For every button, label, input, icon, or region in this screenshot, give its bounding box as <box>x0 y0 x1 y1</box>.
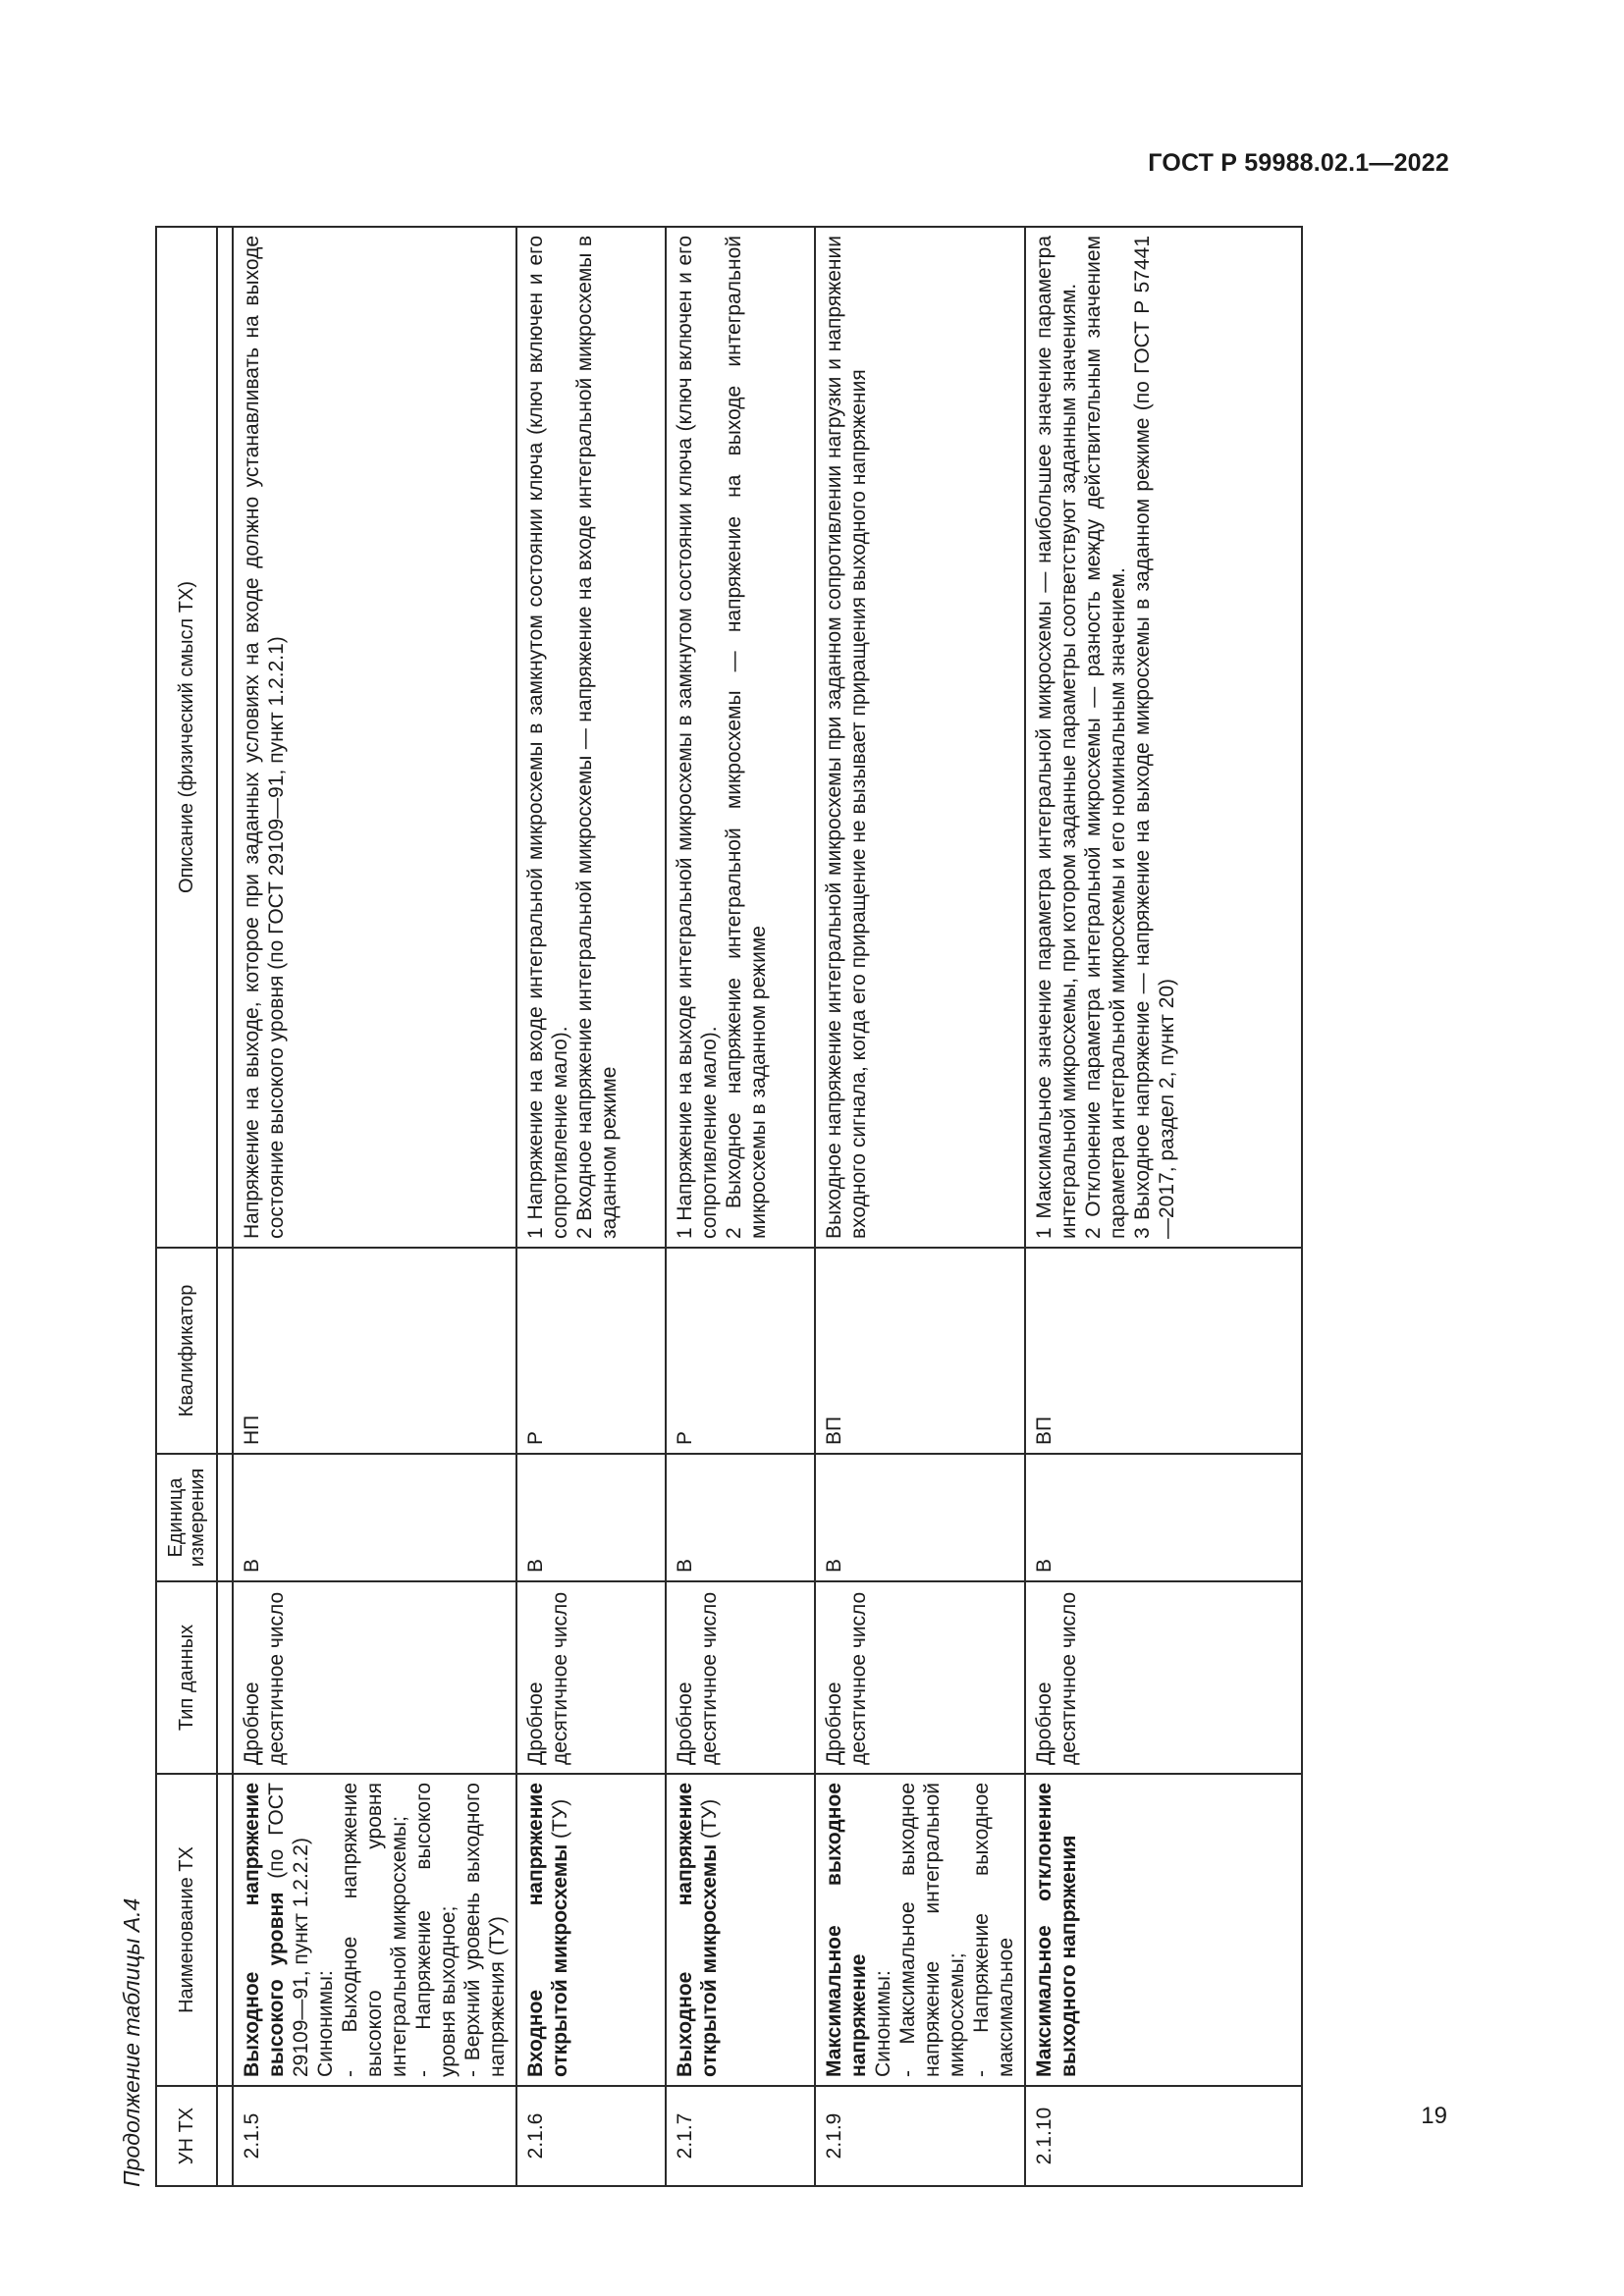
cell-code: 2.1.10 <box>1025 2086 1302 2186</box>
name-bold: Входное напряжение открытой микросхемы <box>524 1783 571 2077</box>
cell-code: 2.1.7 <box>666 2086 815 2186</box>
cell-qualifier: Р <box>666 1248 815 1454</box>
characteristics-table <box>155 226 1303 2187</box>
table-row <box>233 227 516 2186</box>
header-spacer-row <box>217 227 233 2186</box>
cell-description <box>516 227 666 1248</box>
cell-description <box>233 227 516 1248</box>
col-header-qualifier: Квалификатор <box>156 1248 217 1454</box>
description-paragraph: 1 Максимальное значение параметра интегральной микросхемы — наибольшее значение параметра интегральной микросхемы, при котором заданные параметры соответствуют заданным значениям. <box>1033 236 1080 1239</box>
table-header-row <box>156 227 217 2186</box>
cell-unit: В <box>666 1454 815 1581</box>
cell-qualifier: ВП <box>1025 1248 1302 1454</box>
cell-unit: В <box>233 1454 516 1581</box>
table-row <box>1025 227 1302 2186</box>
cell-qualifier: ВП <box>815 1248 1025 1454</box>
cell-qualifier: НП <box>233 1248 516 1454</box>
name-bold: Выходное напряжение высокого уровня <box>241 1783 288 2077</box>
name-rest: (по ГОСТ 29109—91, пункт 1.2.2.2) <box>265 1783 312 2077</box>
cell-name <box>516 1774 666 2086</box>
table-row <box>516 227 666 2186</box>
cell-qualifier: Р <box>516 1248 666 1454</box>
cell-type: Дробное десятичное число <box>1025 1581 1302 1774</box>
table-row <box>815 227 1025 2186</box>
cell-unit: В <box>516 1454 666 1581</box>
synonym-item: - Верхний уровень выходного напряжения (ТУ) <box>461 1783 509 2077</box>
cell-name <box>1025 1774 1302 2086</box>
name-rest: (ТУ) <box>549 1798 571 1844</box>
cell-unit: В <box>1025 1454 1302 1581</box>
synonym-item: - Напряжение выходное максимальное <box>970 1783 1017 2077</box>
synonym-item: - Максимальное выходное напряжение интегральной микросхемы; <box>896 1783 968 2077</box>
cell-code: 2.1.5 <box>233 2086 516 2186</box>
cell-code: 2.1.9 <box>815 2086 1025 2186</box>
cell-code: 2.1.6 <box>516 2086 666 2186</box>
col-header-unit: Единица измерения <box>156 1454 217 1581</box>
name-bold: Выходное напряжение открытой микросхемы <box>674 1783 721 2077</box>
col-header-description: Описание (физический смысл ТХ) <box>156 227 217 1248</box>
name-bold: Максимальное выходное напряжение <box>823 1783 870 2077</box>
cell-type: Дробное десятичное число <box>666 1581 815 1774</box>
page-number: 19 <box>1421 2103 1447 2129</box>
description-paragraph: 2 Отклонение параметра интегральной микросхемы — разность между действительным значением параметра интегральной микросхемы и его номинальным значением. <box>1082 236 1129 1239</box>
col-header-name: Наименование ТХ <box>156 1774 217 2086</box>
synonym-item: - Напряжение высокого уровня выходное; <box>412 1783 460 2077</box>
cell-description <box>1025 227 1302 1248</box>
col-header-code: УН ТХ <box>156 2086 217 2186</box>
cell-description <box>815 227 1025 1248</box>
cell-description <box>666 227 815 1248</box>
name-rest: (ТУ) <box>698 1798 721 1844</box>
col-header-type: Тип данных <box>156 1581 217 1774</box>
table-row <box>666 227 815 2186</box>
description-paragraph: 1 Напряжение на входе интегральной микросхемы в замкнутом состоянии ключа (ключ включен и его сопротивление мало). <box>524 236 571 1239</box>
standard-designation: ГОСТ Р 59988.02.1—2022 <box>1148 149 1449 177</box>
table-caption: Продолжение таблицы А.4 <box>119 1897 144 2187</box>
synonyms-label: Синонимы: <box>314 1970 337 2077</box>
cell-type: Дробное десятичное число <box>815 1581 1025 1774</box>
cell-unit: В <box>815 1454 1025 1581</box>
cell-name <box>666 1774 815 2086</box>
synonym-item: - Выходное напряжение высокого уровня интегральной микросхемы; <box>339 1783 410 2077</box>
description-paragraph: 2 Выходное напряжение интегральной микросхемы — напряжение на выходе интегральной микросхемы в заданном режиме <box>723 236 770 1239</box>
description-paragraph: 1 Напряжение на выходе интегральной микросхемы в замкнутом состоянии ключа (ключ включен и его сопротивление мало). <box>674 236 721 1239</box>
name-bold: Максимальное отклонение выходного напряжения <box>1033 1783 1080 2077</box>
cell-type: Дробное десятичное число <box>233 1581 516 1774</box>
cell-name <box>815 1774 1025 2086</box>
description-paragraph: 2 Входное напряжение интегральной микросхемы — напряжение на входе интегральной микросхемы в заданном режиме <box>573 236 621 1239</box>
cell-name <box>233 1774 516 2086</box>
description-paragraph: Выходное напряжение интегральной микросхемы при заданном сопротивлении нагрузки и напряжении входного сигнала, когда его приращение не вызывает приращения выходного напряжения <box>823 236 870 1239</box>
description-paragraph: Напряжение на выходе, которое при заданных условиях на входе должно устанавливать на выходе состояние высокого уровня (по ГОСТ 29109—91, пункт 1.2.2.1) <box>241 236 288 1239</box>
rotated-table-area <box>108 228 1453 2187</box>
cell-type: Дробное десятичное число <box>516 1581 666 1774</box>
synonyms-label: Синонимы: <box>872 1970 894 2077</box>
description-paragraph: 3 Выходное напряжение — напряжение на выходе микросхемы в заданном режиме (по ГОСТ Р 57441—2017, раздел 2, пункт 20) <box>1131 236 1178 1239</box>
